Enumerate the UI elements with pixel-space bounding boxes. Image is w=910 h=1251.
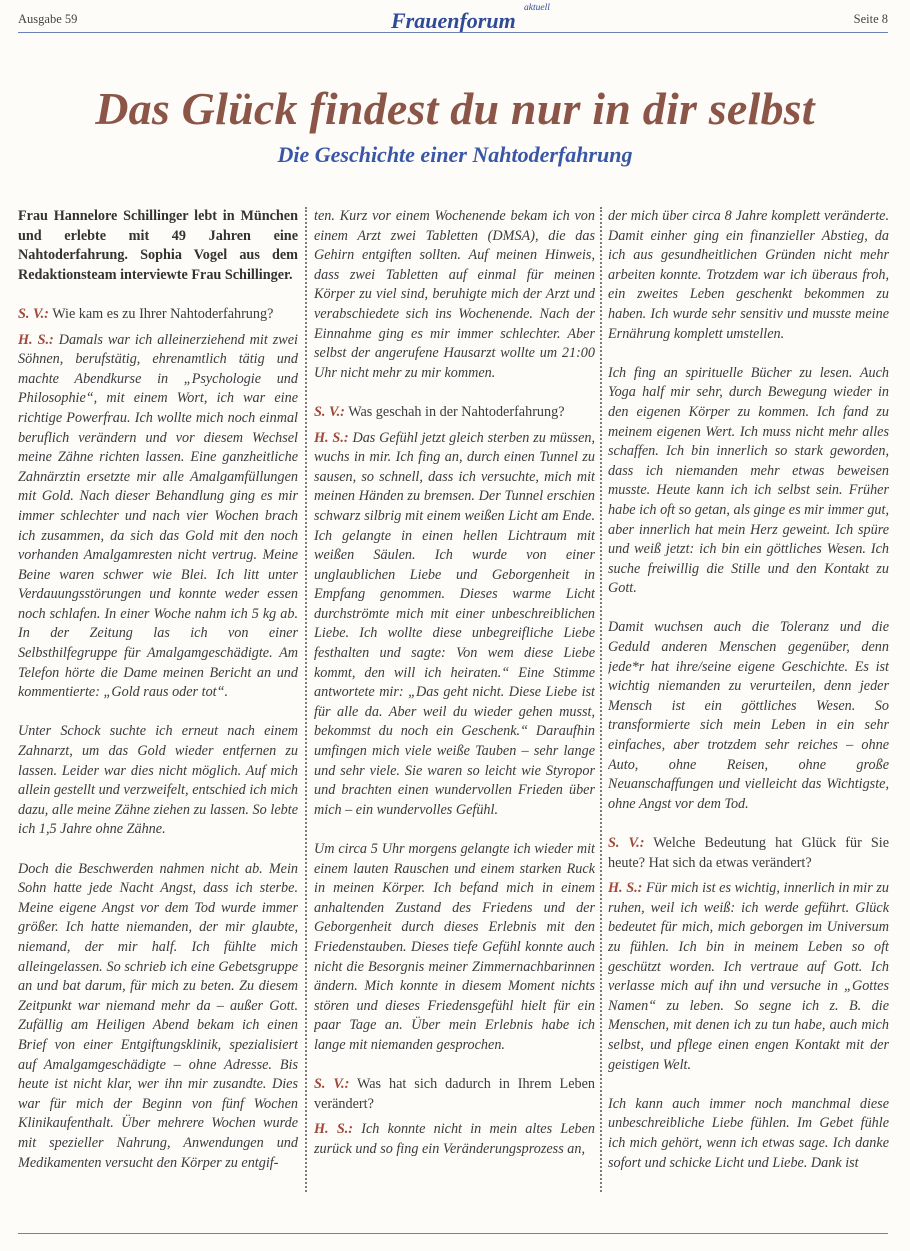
speaker-label: H. S.: [314,1121,353,1138]
paragraph: Damit wuchsen auch die Toleranz und die Geduld anderen Menschen gegenüber, denn jede*r hat ihre/seine eigene Geschichte. Es ist wichtig niemanden zu verurteilen, denn jeder Mensch ist ein göttliches Wesen. So transformierte sich mein Leben in ein sehr einfaches, aber trotzdem sehr reiches – ohne Auto, ohne Reisen, ohne große Neuanschaffungen und vielleicht das Wichtigste, ohne Angst vor dem Tod. [608,619,889,812]
article-column-1 [18,207,298,1197]
intro-paragraph: Frau Hannelore Schillinger lebt in München und erlebte mit 49 Jahren eine Nahtoderfahrung. Sophia Vogel aus dem Redaktionsteam interviewte Frau Schillinger. [18,208,298,283]
paragraph: der mich über circa 8 Jahre komplett veränderte. Damit einher ging ein finanzieller Abstieg, da ich aus gesundheitlichen Gründen nicht mehr arbeiten konnte. Trotzdem war ich überaus froh, ein zweites Leben geschenkt bekommen zu haben. Ich wurde sehr sensitiv und musste meine Ernährung komplett umstellen. [608,208,889,342]
question [314,403,595,423]
page-number: Seite 8 [853,12,888,26]
footer-rule [18,1233,888,1234]
speaker-label: S. V.: [18,305,49,322]
question [608,834,889,873]
answer [314,429,595,821]
question [18,305,298,325]
column-divider [305,207,307,1192]
speaker-label: H. S.: [608,880,643,897]
answer-text: Ich konnte nicht in mein altes Leben zurück und so fing ein Veränderungsprozess an, [314,1121,595,1157]
paragraph: Ich kann auch immer noch manchmal diese unbeschreibliche Liebe fühlen. Im Gebet fühle ich mich gehört, wenn ich etwas sage. Ich danke sofort und schicke Licht und Liebe. Dank ist [608,1095,889,1171]
answer-text: Damals war ich alleinerziehend mit zwei Söhnen, berufstätig, ehrenamtlich tätig und machte Abendkurse in „Psychologie und Philosophie“, mit einem Wort, ich war eine richtige Powerfrau. Ich wollte mich noch einmal beruflich verändern und vor diesem Wechsel meine Zähne richten lassen. Eine ganzheitliche Zahnärztin ersetzte mir alle Amalgamfüllungen mit Gold. Nach dieser Behandlung ging es mir immer schlechter und nach vier Wochen brach ich zusammen, da sich das Gold mit den noch vorhanden Amalgamresten nicht vertrug. Meine Beine waren schwer wie Blei. Ich litt unter Verdauungsstörungen und konnte weder essen noch schlafen. In einer Woche nahm ich 5 kg ab. In der Zeitung las ich von einer Selbsthilfegruppe für Amalgamgeschädigte. Am Telefon hörte die Dame meinen Bericht an und kommentierte: „Gold raus oder tot“. [18,331,298,701]
question-text: Welche Bedeutung hat Glück für Sie heute? Hat sich da etwas verändert? [608,835,889,871]
paragraph: Ich fing an spirituelle Bücher zu lesen. Auch Yoga half mir sehr, durch Bewegung wieder in den eigenen Körper zu kommen. Ich fand zu meinem eigenen Wert. Ich muss nicht mehr alles schaffen. Ich bin innerlich so stark geworden, dass ich niemanden mehr etwas beweisen musste. Heute kann ich ich selbst sein. Früher habe ich oft so getan, als ginge es mir immer gut, aber innerlich hat mein Herz geweint. Ich spüre und weiß jetzt: ich bin ein göttliches Wesen. Ich suche freiwillig die Stille und den Kontakt zu Gott. [608,364,889,597]
answer [608,879,889,1075]
article-column-2 [314,207,595,1197]
article-column-3 [608,207,889,1197]
magazine-logo [391,3,561,34]
header-rule [18,32,888,33]
answer [314,1120,595,1159]
question [314,1075,595,1114]
article-subtitle: Die Geschichte einer Nahtoderfahrung [277,142,633,167]
speaker-label: H. S.: [18,331,54,348]
answer-text: Das Gefühl jetzt gleich sterben zu müssen, wuchs in mir. Ich fing an, durch einen Tunnel zu sausen, so schnell, dass ich versuchte, mich mit meinen Händen zu bremsen. Der Tunnel erschien schwarz silbrig mit einem weißen Licht am Ende. Ich gelangte in einen hellen Lichtraum mit weißen Säulen. Ich wurde von einer unglaublichen Liebe und Geborgenheit in Empfang genommen. Dieses warme Licht durchströmte mich mit einer unbeschreiblichen Liebe. Ich wollte diese unbegreifliche Liebe festhalten und sagte: Von wem diese Liebe kommt, den will ich heiraten.“ Eine Stimme antwortete mir: „Das geht nicht. Diese Liebe ist für alle da. Aber weil du wieder gehen musst, bekommst du noch ein Geschenk.“ Daraufhin umfingen mich viele weiße Tauben – sehr lange und sehr viele. Sie waren so leicht wie Styropor und brachten einen wundervollen Frieden über mich – ein wundervolles Gefühl. [314,429,595,818]
paragraph: ten. Kurz vor einem Wochenende bekam ich von einem Arzt zwei Tabletten (DMSA), die das Gehirn entgiften sollten. Auf meinen Hinweis, dass zwei Tabletten auf einmal für meinen Körper zu viel sind, beruhigte mich der Arzt und verabschiedete sich ins Wochenende. Nach der Einnahme ging es mir immer schlechter. Aber selbst der angerufene Hausarzt wollte um 21:00 Uhr nicht mehr zu mir kommen. [314,208,595,381]
paragraph: Um circa 5 Uhr morgens gelangte ich wieder mit einem lauten Rauschen und einem starken Ruck in meinen Körper. Ich befand mich in einem anhaltenden Zustand des Friedens und der Geborgenheit durch dieses Erlebnis mit den Friedenstauben. Dieses tiefe Gefühl konnte auch nicht die Besorgnis meiner Zimmernachbarinnen ändern. Mich konnte in diesem Moment nichts stören und dieses Friedensgefühl hielt für ein paar Tage an. Über mein Erlebnis habe ich lange mit niemanden gesprochen. [314,841,595,1053]
paragraph: Doch die Beschwerden nahmen nicht ab. Mein Sohn hatte jede Nacht Angst, dass ich sterbe. Meine eigene Angst vor dem Tod wurde immer größer. Ich hatte niemanden, der mir glaubte, niemand, der mir half. Ich fühlte mich alleingelassen. So schrieb ich eine Gebetsgruppe an und bat darum, für mich zu beten. Zu diesem Zeitpunkt war niemand mehr da – außer Gott. Zufällig am Heiligen Abend bekam ich einen Brief von einer Entgiftungsklinik, spezialisiert auf Amalgamgeschädigte – ohne Adresse. Bis heute ist nicht klar, wer ihn mir zusandte. Dies war für mich der Beginn von fünf Wochen Klinikaufenthalt. Über mehrere Wochen wurde mit spezieller Nahrung, Anwendungen und Medikamenten versucht den Körper zu entgif- [18,860,298,1171]
speaker-label: S. V.: [608,835,645,851]
speaker-label: H. S.: [314,429,349,446]
question-text: Wie kam es zu Ihrer Nahtoderfahrung? [52,305,274,322]
answer [18,331,298,703]
column-divider [600,207,602,1192]
logo-superscript: aktuell [524,3,550,13]
article-title: Das Glück findest du nur in dir selbst [95,83,815,134]
page-header [18,4,888,34]
speaker-label: S. V.: [314,1076,350,1093]
logo-text: Frauenforum [391,8,516,33]
answer-text: Für mich ist es wichtig, innerlich in mir zu ruhen, weil ich weiß: ich werde geführt. Glück bedeutet für mich, mich geborgen im Universum zu fühlen. Ich bin in meinem Leben so oft geschützt worden. Ich vertraue auf Gott. Ich verlasse mich auf ihn und versuche in „Gottes Namen“ zu leben. So segne ich z. B. die Menschen, mit denen ich zu tun habe, auch mich selbst, und pflege einen engen Kontakt mit der geistigen Welt. [608,880,889,1073]
question-text: Was geschah in der Nahtoderfahrung? [348,403,565,420]
issue-number: Ausgabe 59 [18,12,78,26]
paragraph: Unter Schock suchte ich erneut nach einem Zahnarzt, um das Gold wieder entfernen zu lassen. Leider war dies nicht möglich. Auf mich allein gestellt und verzweifelt, entschied ich mich dazu, alle meine Zähne ziehen zu lassen. So lebte ich 1,5 Jahre ohne Zähne. [18,723,298,838]
question-text: Was hat sich dadurch in Ihrem Leben verändert? [314,1076,595,1112]
speaker-label: S. V.: [314,403,345,420]
